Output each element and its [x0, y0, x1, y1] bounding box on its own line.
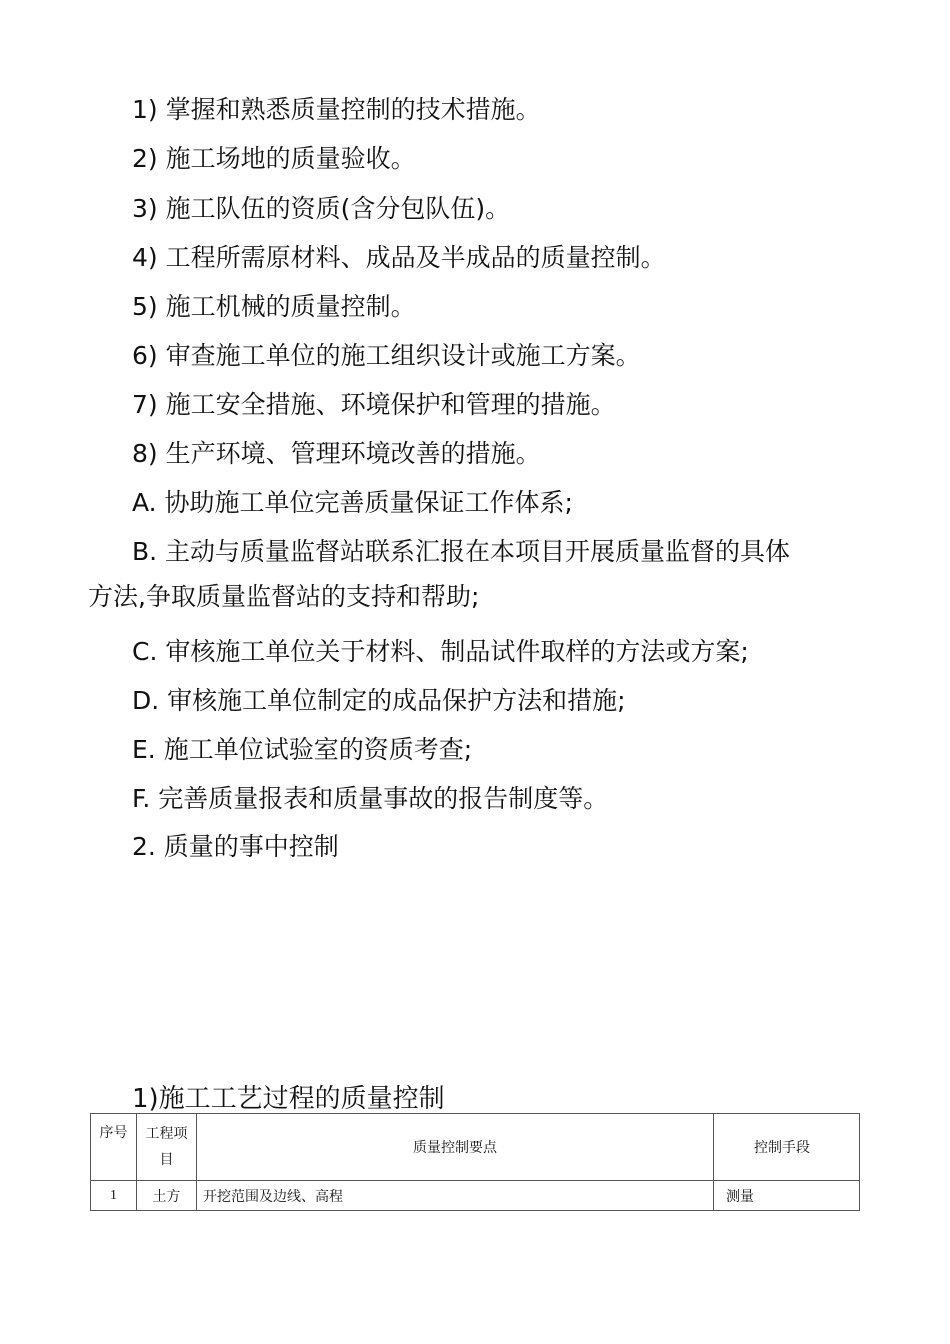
table-header-row — [91, 1114, 860, 1181]
text-line-d: D. 审核施工单位制定的成品保护方法和措施; — [132, 686, 626, 715]
text-line-3: 3) 施工队伍的资质(含分包队伍)。 — [132, 194, 511, 223]
cell-control-means: 测量 — [714, 1181, 860, 1211]
text-line-a: A. 协助施工单位完善质量保证工作体系; — [132, 488, 573, 517]
header-item: 工程项目 — [137, 1114, 197, 1181]
section-heading: 2. 质量的事中控制 — [132, 832, 339, 861]
text-line-c: C. 审核施工单位关于材料、制品试件取样的方法或方案; — [132, 637, 749, 666]
paragraph-b-line-2: 方法,争取质量监督站的支持和帮助; — [88, 582, 480, 611]
text-line-5: 5) 施工机械的质量控制。 — [132, 292, 416, 321]
text-line-1: 1) 掌握和熟悉质量控制的技术措施。 — [132, 95, 541, 124]
text-line-8: 8) 生产环境、管理环境改善的措施。 — [132, 439, 541, 468]
cell-control-point: 开挖范围及边线、高程 — [197, 1181, 714, 1211]
table-row — [91, 1181, 860, 1211]
header-control-point: 质量控制要点 — [197, 1114, 714, 1181]
table-caption: 1)施工工艺过程的质量控制 — [132, 1084, 445, 1114]
paragraph-b-line-1: B. 主动与质量监督站联系汇报在本项目开展质量监督的具体 — [132, 537, 791, 566]
text-line-2: 2) 施工场地的质量验收。 — [132, 144, 416, 173]
text-line-e: E. 施工单位试验室的资质考查; — [132, 735, 473, 764]
header-seq: 序号 — [91, 1114, 137, 1181]
quality-control-table — [90, 1113, 860, 1211]
text-line-7: 7) 施工安全措施、环境保护和管理的措施。 — [132, 390, 616, 419]
text-line-f: F. 完善质量报表和质量事故的报告制度等。 — [132, 784, 609, 813]
header-control-means: 控制手段 — [714, 1114, 860, 1181]
text-line-4: 4) 工程所需原材料、成品及半成品的质量控制。 — [132, 243, 666, 272]
cell-seq: 1 — [91, 1181, 137, 1211]
cell-item: 土方 — [137, 1181, 197, 1211]
text-line-6: 6) 审查施工单位的施工组织设计或施工方案。 — [132, 341, 641, 370]
